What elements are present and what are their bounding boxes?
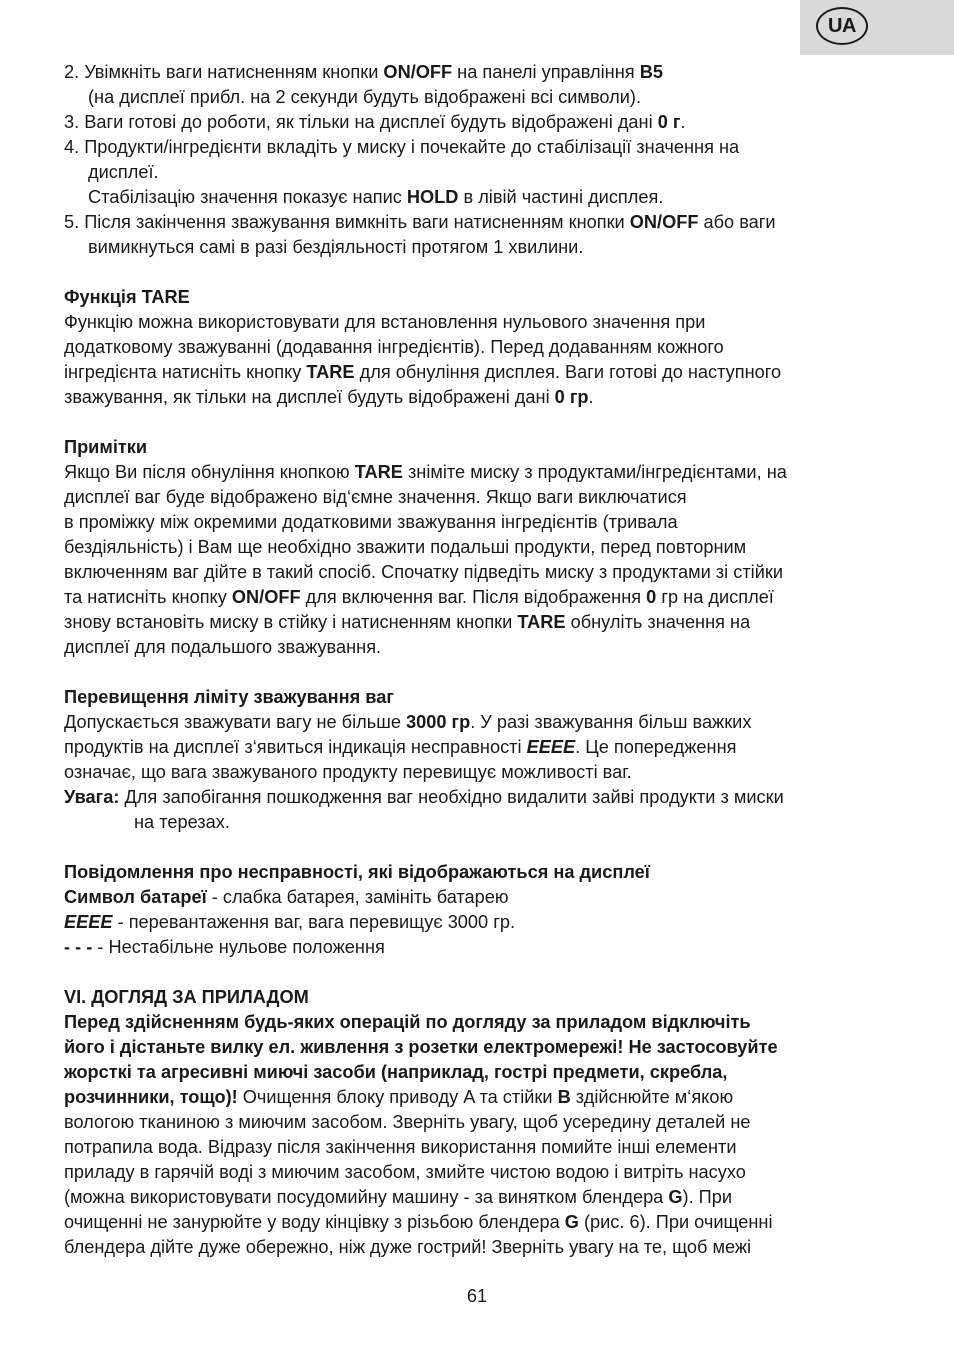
error-unstable-zero: - - - - Нестабільне нульове положення: [64, 937, 385, 957]
page-number: 61: [466, 1286, 488, 1306]
error-battery: Символ батареї - слабка батарея, замініть батарею: [64, 887, 509, 907]
limit-warning-line-1: Увага: Для запобігання пошкодження ваг необхідно видалити зайві продукти з миски: [64, 787, 784, 807]
tare-heading: Функція TARE: [64, 287, 190, 307]
care-line-5: вологою тканиною з миючим засобом. Зверніть увагу, щоб усередину деталей не: [64, 1112, 751, 1132]
tare-line-4: зважування, як тільки на дисплеї будуть відображені дані 0 гр.: [64, 387, 594, 407]
notes-line-7: знову встановіть миску в стійку і натисненням кнопки TARE обнуліть значення на: [64, 612, 751, 632]
notes-heading: Примітки: [64, 437, 148, 457]
care-line-4: розчинники, тощо)! Очищення блоку приводу A та стійки B здійснюйте м‘якою: [64, 1087, 734, 1107]
notes-line-1: Якщо Ви після обнуління кнопкою TARE зніміте миску з продуктами/інгредієнтами, на: [64, 462, 787, 482]
care-line-7: приладу в гарячій воді з миючим засобом, змийте чистою водою і витріть насухо: [64, 1162, 746, 1182]
notes-line-6: та натисніть кнопку ON/OFF для включення ваг. Після відображення 0 гр на дисплеї: [64, 587, 774, 607]
limit-line-3: означає, що вага зважуваного продукту перевищує можливості ваг.: [64, 762, 632, 782]
step-2-line-1: 2. Увімкніть ваги натисненням кнопки ON/OFF на панелі управління B5: [64, 62, 663, 82]
care-bold-line-3: жорсткі та агресивні миючі засоби (наприклад, гострі предмети, скребла,: [64, 1062, 728, 1082]
notes-line-5: включенням ваг дійте в такий спосіб. Спочатку підведіть миску з продуктами зі стійки: [64, 562, 783, 582]
language-tab: [800, 0, 954, 55]
care-heading: VI. ДОГЛЯД ЗА ПРИЛАДОМ: [64, 987, 309, 1007]
notes-line-8: дисплеї для подальшого зважування.: [64, 637, 382, 657]
notes-line-3: в проміжку між окремими додатковими зважування інгредієнтів (тривала: [64, 512, 678, 532]
care-line-10: блендера дійте дуже обережно, ніж дуже гострий! Зверніть увагу на те, щоб межі: [64, 1237, 752, 1257]
limit-heading: Перевищення ліміту зважування ваг: [64, 687, 394, 707]
step-4-line-2: дисплеї.: [88, 162, 159, 182]
notes-line-4: бездіяльність) і Вам ще необхідно зважити подальші продукти, перед повторним: [64, 537, 747, 557]
step-5-line-2: вимикнуться самі в разі бездіяльності протягом 1 хвилини.: [88, 237, 584, 257]
notes-line-2: дисплеї ваг буде відображено від‘ємне значення. Якщо ваги виключатися: [64, 487, 687, 507]
care-line-8: (можна використовувати посудомийну машину - за винятком блендера G). При: [64, 1187, 733, 1207]
limit-line-1: Допускається зважувати вагу не більше 3000 гр. У разі зважування більш важких: [64, 712, 752, 732]
limit-line-2: продуктів на дисплеї з‘явиться індикація несправності EEEE. Це попередження: [64, 737, 737, 757]
limit-warning-line-2: на терезах.: [134, 812, 230, 832]
care-line-9: очищенні не занурюйте у воду кінцівку з різьбою блендера G (рис. 6). При очищенні: [64, 1212, 773, 1232]
care-line-6: потрапила вода. Відразу після закінчення використання помийте інші елементи: [64, 1137, 737, 1157]
language-badge: UA: [816, 7, 868, 45]
tare-line-2: додатковому зважуванні (додавання інгредієнтів). Перед додаванням кожного: [64, 337, 724, 357]
tare-line-1: Функцію можна використовувати для встановлення нульового значення при: [64, 312, 706, 332]
tare-line-3: інгредієнта натисніть кнопку TARE для обнуління дисплея. Ваги готові до наступного: [64, 362, 782, 382]
step-4-line-1: 4. Продукти/інгредієнти вкладіть у миску і почекайте до стабілізації значення на: [64, 137, 740, 157]
step-4-line-3: Стабілізацію значення показує напис HOLD в лівій частині дисплея.: [88, 187, 664, 207]
step-3-line-1: 3. Ваги готові до роботи, як тільки на дисплеї будуть відображені дані 0 г.: [64, 112, 686, 132]
page-content: [64, 60, 894, 1260]
step-5-line-1: 5. Після закінчення зважування вимкніть ваги натисненням кнопки ON/OFF або ваги: [64, 212, 776, 232]
step-2-line-2: (на дисплеї прибл. на 2 секунди будуть відображені всі символи).: [88, 87, 641, 107]
care-bold-line-2: його і дістаньте вилку ел. живлення з розетки електромережі! Не застосовуйте: [64, 1037, 778, 1057]
errors-heading: Повідомлення про несправності, які відображаються на дисплеї: [64, 862, 650, 882]
error-overload: EEEE - перевантаження ваг, вага перевищує 3000 гр.: [64, 912, 516, 932]
care-bold-line-1: Перед здійсненням будь-яких операцій по догляду за приладом відключіть: [64, 1012, 751, 1032]
